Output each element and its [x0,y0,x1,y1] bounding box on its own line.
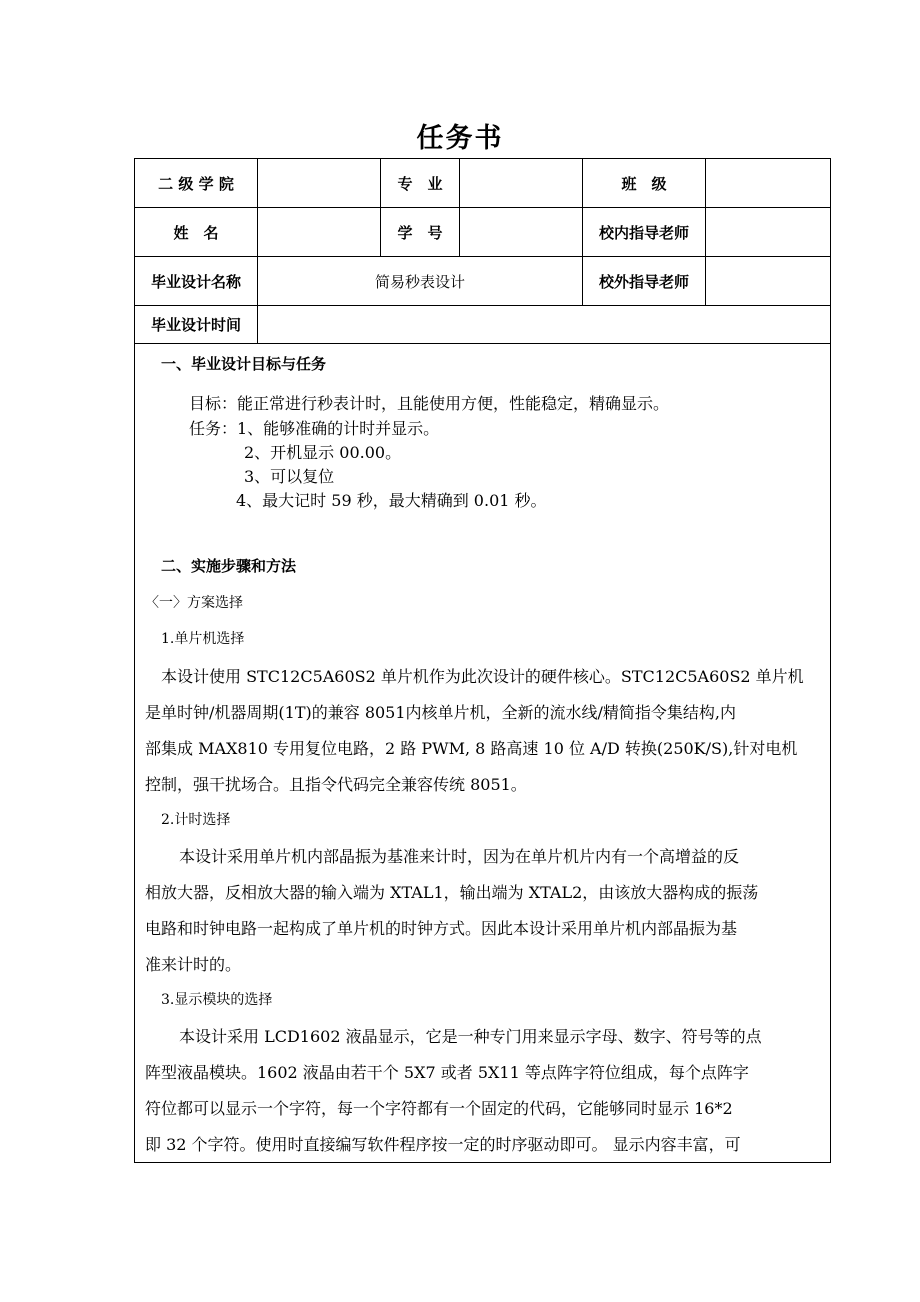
item1-line4: 控制，强干扰场合。且指令代码完全兼容传统 8051。 [145,775,527,794]
external-advisor-label: 校外指导老师 [583,257,706,306]
item2-line2: 相放大器，反相放大器的输入端为 XTAL1，输出端为 XTAL2，由该放大器构成的振荡 [145,883,759,902]
internal-advisor-label: 校内指导老师 [583,208,706,257]
student-id-field[interactable] [460,208,583,257]
item2-line1: 本设计采用单片机内部晶振为基准来计时，因为在单片机片内有一个高增益的反 [179,847,740,866]
table-row [135,306,831,344]
item3-line1: 本设计采用 LCD1602 液晶显示，它是一种专门用来显示字母、数字、符号等的点 [179,1027,762,1046]
section2-heading: 二、实施步骤和方法 [161,557,297,575]
goal-text: 目标：能正常进行秒表计时，且能使用方便，性能稳定，精确显示。 [189,394,670,413]
task-2: 2、开机显示 00.00。 [244,443,402,462]
item3-line3: 符位都可以显示一个字符，每一个字符都有一个固定的代码，它能够同时显示 16*2 [145,1099,733,1118]
info-table [134,158,831,344]
item1-title: 1.单片机选择 [161,631,245,647]
content-box [134,343,831,1163]
external-advisor-field[interactable] [706,257,831,306]
item3-title: 3.显示模块的选择 [161,992,273,1008]
student-id-label: 学 号 [381,208,460,257]
major-field[interactable] [460,159,583,208]
task-3: 3、可以复位 [244,467,335,486]
task-4: 4、最大记时 59 秒，最大精确到 0.01 秒。 [236,491,547,510]
item3-line2: 阵型液晶模块。1602 液晶由若干个 5X7 或者 5X11 等点阵字符位组成，每个点阵字 [145,1063,749,1082]
item3-line4: 即 32 个字符。使用时直接编写软件程序按一定的时序驱动即可。 显示内容丰富，可 [145,1135,741,1154]
design-name-label: 毕业设计名称 [135,257,258,306]
table-row [135,208,831,257]
task-1: 任务：1、能够准确的计时并显示。 [189,419,440,438]
item1-line2: 是单时钟/机器周期(1T)的兼容 8051内核单片机，全新的流水线/精简指令集结构,内 [145,703,737,722]
item2-line3: 电路和时钟电路一起构成了单片机的时钟方式。因此本设计采用单片机内部晶振为基 [145,919,738,938]
major-label: 专 业 [381,159,460,208]
class-field[interactable] [706,159,831,208]
scheme-subheading: 〈一〉方案选择 [145,595,243,611]
design-time-label: 毕业设计时间 [135,306,258,344]
design-time-field[interactable] [258,306,831,344]
table-row [135,257,831,306]
internal-advisor-field[interactable] [706,208,831,257]
item1-line3: 部集成 MAX810 专用复位电路，2 路 PWM, 8 路高速 10 位 A/D 转换(250K/S),针对电机 [145,739,798,758]
item2-line4: 准来计时的。 [145,955,242,974]
page-title: 任务书 [416,123,504,154]
college-field[interactable] [258,159,381,208]
college-label: 二 级 学 院 [135,159,258,208]
design-name-value[interactable]: 简易秒表设计 [258,257,583,306]
name-field[interactable] [258,208,381,257]
item1-line1: 本设计使用 STC12C5A60S2 单片机作为此次设计的硬件核心。STC12C5A60S2 单片机 [161,667,804,686]
name-label: 姓 名 [135,208,258,257]
table-row [135,159,831,208]
class-label: 班 级 [583,159,706,208]
section1-heading: 一、毕业设计目标与任务 [161,355,327,373]
item2-title: 2.计时选择 [161,812,231,828]
